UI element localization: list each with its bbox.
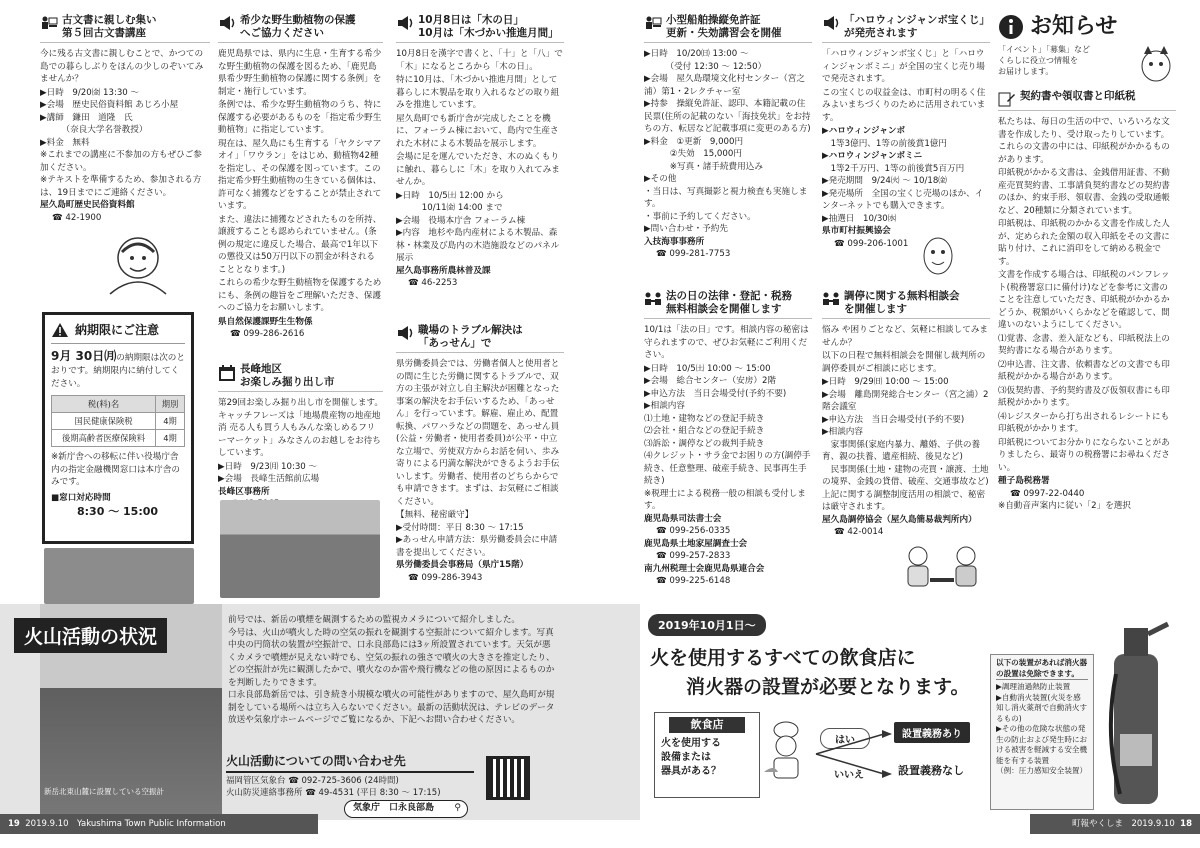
article-title: 小型船舶操縦免許証 更新・失効講習会を開催: [666, 14, 782, 39]
flow-arrows: [806, 722, 896, 788]
detail-line: ▶日時 10/5㈯ 12:00 から: [396, 190, 504, 201]
info-icon: [998, 14, 1024, 40]
contact-tel: ☎ 099-257-2833: [656, 551, 731, 561]
contact-line: 福岡管区気象台 ☎ 092-725-3606 (24時間): [226, 776, 399, 786]
detail-line: ▶日時 10/5㈯ 10:00 ～ 15:00: [644, 363, 771, 374]
article-title: 契約書や領収書と印紙税: [1020, 90, 1136, 102]
detail-line: ※税理士による税務一般の相談も受付します。: [644, 488, 806, 511]
table-header: [52, 396, 185, 413]
detail-line: ▶内容 地杉や島内産材による木製品、森林・林業及び島内の木造施設などのパネル展示: [396, 228, 560, 263]
volcano-title: 火山活動の状況: [14, 618, 167, 653]
detail-line: 民事関係(土地・建物の売買・譲渡、土地の境界、金銭の貸借、破産、交通事故など): [822, 464, 989, 487]
section-subtitle: 「イベント」「募集」など くらしに役立つ情報を お届けします。: [998, 45, 1090, 76]
article-title: 法の日の法律・登記・税務 無料相談会を開催します: [666, 290, 792, 315]
detail-line: 1等3億円、1等の前後賞1億円: [822, 138, 947, 149]
paragraph: 特に10月は、「木づかい推進月間」として暮らしに木製品を取り入れるなどの取り組みを推進しています。: [396, 75, 560, 110]
exemption-item: ▶その他の危険な状態の発生の防止および発生時における被害を軽減する安全機能を有する装置: [996, 724, 1088, 765]
contact-tel: ☎ 42-1900: [52, 212, 102, 223]
boat-license-article: [644, 14, 812, 284]
detail-line: 1等2千万円、1等の前後賞5百万円: [822, 163, 965, 174]
notice-column: [998, 14, 1176, 604]
mediation-consult-article: [822, 290, 990, 556]
table-row: [52, 413, 185, 430]
paragraph: また、違法に捕獲などされたものを所持、譲渡することも認められていません。(条例の規定に違反した場合、最高で1年以下の懲役又は50万円以下の罰金が科されることとなります。): [218, 214, 382, 275]
paragraph: 現在は、屋久島にも生育する「ヤクシマアオイ」「ワウラン」をはじめ、動植物42種を指定し、その保護を図っています。この指定希少野生動植物の生きている個体は、許可なく捕獲などをすることが禁止されています。: [218, 138, 382, 211]
warning-icon: [51, 322, 69, 338]
contact-tel: ☎ 099-286-2616: [230, 329, 305, 339]
article-title: 10月8日は「木の日」 10月は「木づかい推進月間」: [418, 14, 559, 39]
detail-line: ▶相談内容: [644, 401, 685, 411]
fire-extinguisher-illustration: [1102, 614, 1172, 810]
paragraph: 10/1は「法の日」です。相談内容の秘密は守られますので、ぜひお気軽にご利用ください。: [644, 325, 809, 360]
answer-no: いいえ: [834, 770, 864, 781]
contact-tel: ☎ 099-225-6148: [656, 576, 731, 586]
footer-text: 2019.9.10 Yakushima Town Public Information: [25, 819, 226, 829]
detail-line: ▶日時 9/23㈪ 10:30 ～: [218, 461, 318, 472]
column-header: 税(料)名: [52, 396, 156, 413]
exemption-box: [990, 654, 1094, 810]
detail-line: ▶料金 無料: [40, 137, 90, 148]
search-box[interactable]: [344, 800, 468, 818]
paragraph: 鹿児島県では、県内に生息・生育する希少な野生動植物の保護を図るため、「鹿児島県希少野生動植物の保護に関する条例」を制定・施行しています。: [218, 49, 382, 97]
contact-org: 屋久島町歴史民俗資料館: [40, 200, 135, 210]
detail-line: ▶会場 総合センター（安房）2階: [644, 376, 777, 386]
page-number: 19: [8, 819, 20, 829]
lottery-article: [822, 14, 990, 276]
paragraph: 今号は、火山が噴火した時の空気の振れを観測する空振計について紹介します。写真中央の円筒状の装置が空振計で、口永良部島には3ヶ所設置されています。天気が悪くカメラで噴煙が見えない時でも、空気の振れの強さで噴火の大きさを推定したり、どの空振計が先に観測したかで、噴火なのか雷や飛行機などの他の原因によるものかを判断したりできます。: [228, 627, 555, 688]
detail-line: ⑶訴訟・調停などの裁判手続き: [644, 438, 765, 449]
people-meeting-icon: [40, 15, 58, 33]
detail-line: ▶発売期間 9/24㈫ ～ 10/18㈮: [822, 176, 947, 186]
window-hours-label: ■窓口対応時間: [51, 492, 111, 503]
paragraph: 条例では、希少な野生動植物のうち、特に保護する必要があるものを「指定希少野生動植物」に指定しています。: [218, 100, 382, 135]
wood-day-article: [396, 14, 564, 322]
notice-title: 納期限にご注意: [75, 323, 160, 337]
detail-line: 10/11㈮ 14:00 まで: [396, 203, 503, 213]
exemption-item: （例：圧力感知安全装置）: [996, 766, 1088, 775]
megaphone-icon: [822, 15, 840, 31]
people-meeting-icon: [822, 291, 840, 307]
page-number: 18: [1180, 819, 1192, 829]
labor-mediation-article: [396, 324, 564, 594]
detail-line: ・事前に予約してください。: [644, 211, 756, 222]
exemption-item: ▶自動消火装置(火災を感知し消火薬剤で自動消火するもの): [996, 692, 1088, 723]
consultation-illustration: [896, 540, 990, 598]
paragraph: 会場に足を運んでいただき、木のぬくもりに触れ、暮らしに「木」を取り入れてみませんか。: [396, 152, 560, 187]
pen-document-icon: [998, 91, 1016, 107]
detail-line: （奈良大学名誉教授）: [40, 125, 148, 135]
window-hours: 8:30 ～ 15:00: [77, 504, 159, 518]
shop-question: 火を使用する 設備または 器具がある？: [661, 738, 721, 777]
table-cell: 国民健康保険税: [52, 413, 156, 430]
paragraph: ⑵申込書、注文書、依頼書などの文書でも印紙税がかかる場合があります。: [998, 359, 1170, 382]
contact-tel: ☎ 46-2253: [408, 278, 458, 288]
paragraph: ⑷レジスターから打ち出されるレシートにも印紙税がかかります。: [998, 411, 1170, 434]
paragraph: これらの希少な野生動植物を保護するためにも、条例の趣旨をご理解いただき、保護へのご協力をお願いします。: [218, 278, 382, 313]
detail-line: 上記に関する調整制度活用の相談で、秘密は厳守されます。: [822, 489, 986, 512]
detail-line: ※テキストを準備するため、参加される方は、19日までにご連絡ください。: [40, 175, 202, 198]
shop-label: 飲食店: [669, 717, 745, 733]
right-footer: [1030, 814, 1200, 834]
detail-line: ▶問い合わせ・予約先: [644, 224, 728, 234]
detail-line: ▶料金 ①更新 9,000円: [644, 136, 744, 147]
table-row: [52, 430, 185, 447]
detail-line: ⑷クレジット・サラ金でお困りの方(調停手続き、任意整理、破産手続き、民事再生手続き): [644, 451, 811, 486]
answer-yes: はい: [820, 728, 870, 749]
volcano-contact: [226, 752, 474, 799]
contact-tel: ☎ 099-256-0335: [656, 526, 731, 536]
article-title: 希少な野生動植物の保護 へご協力ください: [240, 14, 356, 39]
exemption-title: 以下の装置があれば消火器の設置は免除できます。: [996, 658, 1088, 680]
detail-line: （受付 12:30 ～ 12:50）: [644, 61, 767, 72]
flea-market-article: [218, 363, 383, 503]
fire-tag: 2019年10月1日～: [648, 614, 766, 636]
caricature-illustration: [100, 232, 180, 294]
paragraph: 印紙税がかかる文書は、金銭借用証書、不動産売買契約書、工事請負契約書などの契約書のほか、約束手形、領収書、金銭の受取通帳など、20種類に分類されています。: [998, 168, 1170, 216]
contact-org: 県自然保護課野生生物係: [218, 316, 313, 327]
building-photo: [44, 548, 194, 604]
detail-line: ▶あっせん申請方法：県労働委員会に申請書を提出してください。: [396, 535, 558, 558]
detail-line: ・当日は、写真撮影と視力検査も実施します。: [644, 186, 808, 209]
deadline-text: の納期限は次のとおりです。納期限内に納付してください。: [51, 353, 185, 389]
article-title: 調停に関する無料相談会 を開催します: [844, 290, 960, 315]
detail-line: ▶持参 操縦免許証、認印、本籍記載の住民票(住所の記載のない「海技免状」をお持ちの方、転居など記載事項に変更のある方): [644, 99, 811, 134]
detail-line: ▶日時 10/20㈰ 13:00 ～: [644, 49, 749, 59]
search-icon: ⚲: [454, 803, 461, 813]
contact-tel: ☎ 0997-22-0440: [1010, 488, 1085, 499]
exemption-item: ▶調理油過熱防止装置: [996, 682, 1071, 691]
shop-box: [654, 712, 760, 798]
paragraph: この宝くじの収益金は、市町村の明るく住みよいまちづくりのために活用されています。: [822, 87, 986, 123]
detail-line: ▶ハロウィンジャンボミニ: [822, 151, 923, 161]
section-title: お知らせ: [1030, 14, 1118, 39]
contact-org: 屋久島調停協会（屋久島簡易裁判所内）: [822, 514, 977, 525]
article-title: 「ハロウィンジャンボ宝くじ」 が発売されます: [844, 14, 990, 39]
deadline-date: 9月 30日㈪: [51, 349, 117, 363]
detail-line: ※これまでの講座に不参加の方もぜひご参加ください。: [40, 150, 202, 173]
detail-line: ▶申込方法 当日会場受付(予約不要): [822, 414, 965, 425]
table-cell: 後期高齢者医療保険料: [52, 430, 156, 447]
contact-org: 県市町村振興協会: [822, 226, 891, 236]
contact-note: ※自動音声案内に従い「2」を選択: [998, 501, 1131, 511]
detail-line: ▶日時 9/29㈰ 10:00 ～ 15:00: [822, 377, 949, 387]
detail-line: ▶講師 鎌田 道隆 氏: [40, 112, 133, 123]
paragraph: 文書を作成する場合は、印紙税のパンフレット(税務署窓口に備付け)などを参考に文書のことを注意していただき、印紙税がかかるかどうか、税額がいくらかなどを確認して、間違いのないようにしてください。: [998, 270, 1170, 330]
left-footer: [0, 814, 318, 834]
footer-text: 町報やくしま 2019.9.10: [1071, 819, 1175, 829]
qr-code[interactable]: [486, 756, 530, 800]
paragraph: 10月8日を漢字で書くと、「十」と「八」で「木」になるところから「木の日」。: [396, 49, 563, 72]
chef-illustration: [762, 720, 810, 782]
paragraph: 私たちは、毎日の生活の中で、いろいろな文書を作成したり、受け取ったりしています。これらの文書の中には、印紙税がかかるものがあります。: [998, 117, 1170, 165]
detail-line: ▶発売場所 全国の宝くじ売場のほか、インターネットでも購入できます。: [822, 188, 984, 211]
contact-org: 南九州税理士会鹿児島県連合会: [644, 563, 765, 574]
detail-line: ②失効 15,000円: [644, 149, 742, 159]
column-header: 期別: [156, 396, 185, 413]
contact-org: 種子島税務署: [998, 476, 1050, 486]
mascot-illustration: [918, 228, 958, 278]
detail-line: ▶申込方法 当日会場受付(予約不要): [644, 388, 787, 399]
contact-tel: ☎ 099-206-1001: [834, 238, 909, 249]
search-text: 気象庁 口永良部島: [353, 803, 435, 813]
detail-line: ▶抽選日 10/30㈬: [822, 213, 897, 224]
contact-org: 鹿児島県司法書士会: [644, 513, 722, 524]
detail-line: ▶その他: [644, 174, 677, 184]
paragraph: 「ハロウィンジャンボ宝くじ」と「ハロウィンジャンボミニ」が全国の宝くじ売り場で発売されます。: [822, 49, 985, 84]
detail-line: ▶会場 屋久島環境文化村センター（宮之浦）第1・2レクチャー室: [644, 74, 805, 97]
paragraph: 第29回お楽しみ掘り出し市を開催します。キャッチフレーズは「地場農産物の地産地消 売る人も買う人もみんな楽しめるフリーマーケット」みなさんのお越しをお待ちしています。: [218, 398, 383, 458]
detail-line: ▶会場 役場本庁舎 フォーラム棟: [396, 215, 526, 226]
contact-tel: ☎ 099-281-7753: [656, 249, 731, 259]
notice-note: ※新庁舎への移転に伴い役場庁舎内の指定金融機関窓口は本庁舎のみです。: [51, 452, 180, 487]
contact-org: 長峰区事務所: [218, 486, 270, 497]
table-cell: 4期: [156, 430, 185, 447]
article-title: 職場のトラブル解決は 「あっせん」で: [418, 324, 523, 349]
legal-consult-article: [644, 290, 812, 596]
detail-line: ▶相談内容: [822, 427, 863, 437]
volcano-body: [228, 614, 556, 727]
contact-tel: ☎ 42-0014: [834, 527, 884, 537]
contact-org: 入技海事事務所: [644, 236, 705, 247]
payment-deadline-box: [42, 312, 194, 544]
contact-org: 屋久島事務所農林普及課: [396, 265, 491, 276]
megaphone-icon: [396, 15, 414, 31]
fire-headline-1: 火を使用するすべての飲食店に: [650, 647, 916, 669]
detail-line: ▶会場 長峰生活館前広場: [218, 474, 320, 484]
paragraph: 印紙税は、印紙税のかかる文書を作成した人が、定められた金額の収入印紙をその文書に貼り付け、これに消印をして納める税金です。: [998, 219, 1170, 267]
detail-line: ▶受付時間：平日 8:30 ～ 17:15: [396, 522, 524, 533]
tax-table: [51, 395, 185, 447]
market-photo: [220, 500, 380, 598]
article-title: 古文書に親しむ集い 第５回古文書講座: [62, 14, 157, 39]
detail-line: 家事関係(家庭内暴力、離婚、子供の養育、親の扶養、遺産相続、後見など): [822, 439, 981, 462]
detail-line: ※写真・諸手続費用込み: [644, 161, 763, 172]
calendar-icon: [218, 364, 236, 382]
rare-species-article: [218, 14, 383, 359]
people-meeting-icon: [644, 15, 662, 33]
megaphone-icon: [218, 15, 236, 31]
paragraph: ⑴覚書、念書、差入証なども、印紙税法上の契約書になる場合があります。: [998, 333, 1170, 356]
detail-line: ▶日時 9/20㈮ 13:30 ～: [40, 87, 140, 98]
article-intro: 今に残る古文書に親しむことで、かつての島での暮らしぶりをほんの少しのぞいてみませんか？: [40, 49, 204, 84]
paragraph: 屋久島町でも新庁舎が完成したことを機に、フォーラム棟において、島内で生産された木材による木製品を展示します。: [396, 113, 559, 149]
paragraph: 印紙税についてお分かりにならないことがありましたら、最寄りの税務署にお尋ねください。: [998, 437, 1170, 473]
detail-line: ▶会場 離島開発総合センター（宮之浦）2階会議室: [822, 389, 989, 412]
detail-line: ⑵会社・組合などの登記手続き: [644, 426, 765, 436]
contact-line: 火山防災連絡事務所 ☎ 49-4531 (平日 8:30 ～ 17:15): [226, 788, 441, 798]
paragraph: 県労働委員会では、労働者個人と使用者との間に生じた労働に関するトラブルで、双方の主張が対立し自主解決が困難となった事案の解決をお手伝いするため、「あっせん」を行っています。解雇、雇止め、配置転換、パワハラなどの問題を、あっせん員(公益・労働者・使用者委員)が公平・中立な立場で、労使双方からお話を伺い、歩み寄りによる円満な解決ができるようお手伝いします。労働者、使用者のどちらからでも申請できます。まずは、お気軽にご相談ください。: [396, 359, 560, 507]
paragraph: ⑶仮契約書、予約契約書及び仮領収書にも印紙税がかかります。: [998, 385, 1170, 408]
fire-headline-2: 消火器の設置が必要となります。: [686, 676, 970, 698]
mascot-illustration: [1136, 44, 1176, 84]
paragraph: 口永良部島新岳では、引き続き小規模な噴火の可能性がありますので、屋久島町が規制をしている場所へは立ち入らないでください。最新の活動状況は、テレビのデータ放送や気象庁ホームページでご覧になるか、下記へお問い合わせください。: [228, 690, 555, 725]
article-title: 長峰地区 お楽しみ掘り出し市: [240, 363, 335, 388]
result-yes: 設置義務あり: [894, 722, 970, 743]
contact-org: 鹿児島県土地家屋調査士会: [644, 538, 748, 549]
people-meeting-icon: [644, 291, 662, 307]
contact-tel: ☎ 099-286-3943: [408, 572, 483, 583]
paragraph: 悩み や困りごとなど、気軽に相談してみませんか？: [822, 325, 989, 348]
paragraph: 以下の日程で無料相談会を開催し裁判所の調停委員がご相談に応じます。: [822, 351, 986, 374]
detail-line: 【無料、秘密厳守】: [396, 510, 474, 520]
table-cell: 4期: [156, 413, 185, 430]
detail-line: ⑴土地・建物などの登記手続き: [644, 413, 765, 424]
detail-line: ▶ハロウィンジャンボ: [822, 126, 906, 136]
detail-line: ▶会場 歴史民俗資料館 あじろ小屋: [40, 100, 179, 110]
photo-caption: 新岳北東山麓に設置している空振計: [44, 787, 164, 796]
paragraph: 前号では、新岳の噴煙を観測するための監視カメラについて紹介しました。: [228, 615, 521, 625]
contact-org: 県労働委員会事務局（県庁15階）: [396, 560, 529, 570]
contact-title: 火山活動についての問い合わせ先: [226, 752, 474, 773]
result-no: 設置義務なし: [898, 764, 964, 777]
megaphone-icon: [396, 325, 414, 341]
